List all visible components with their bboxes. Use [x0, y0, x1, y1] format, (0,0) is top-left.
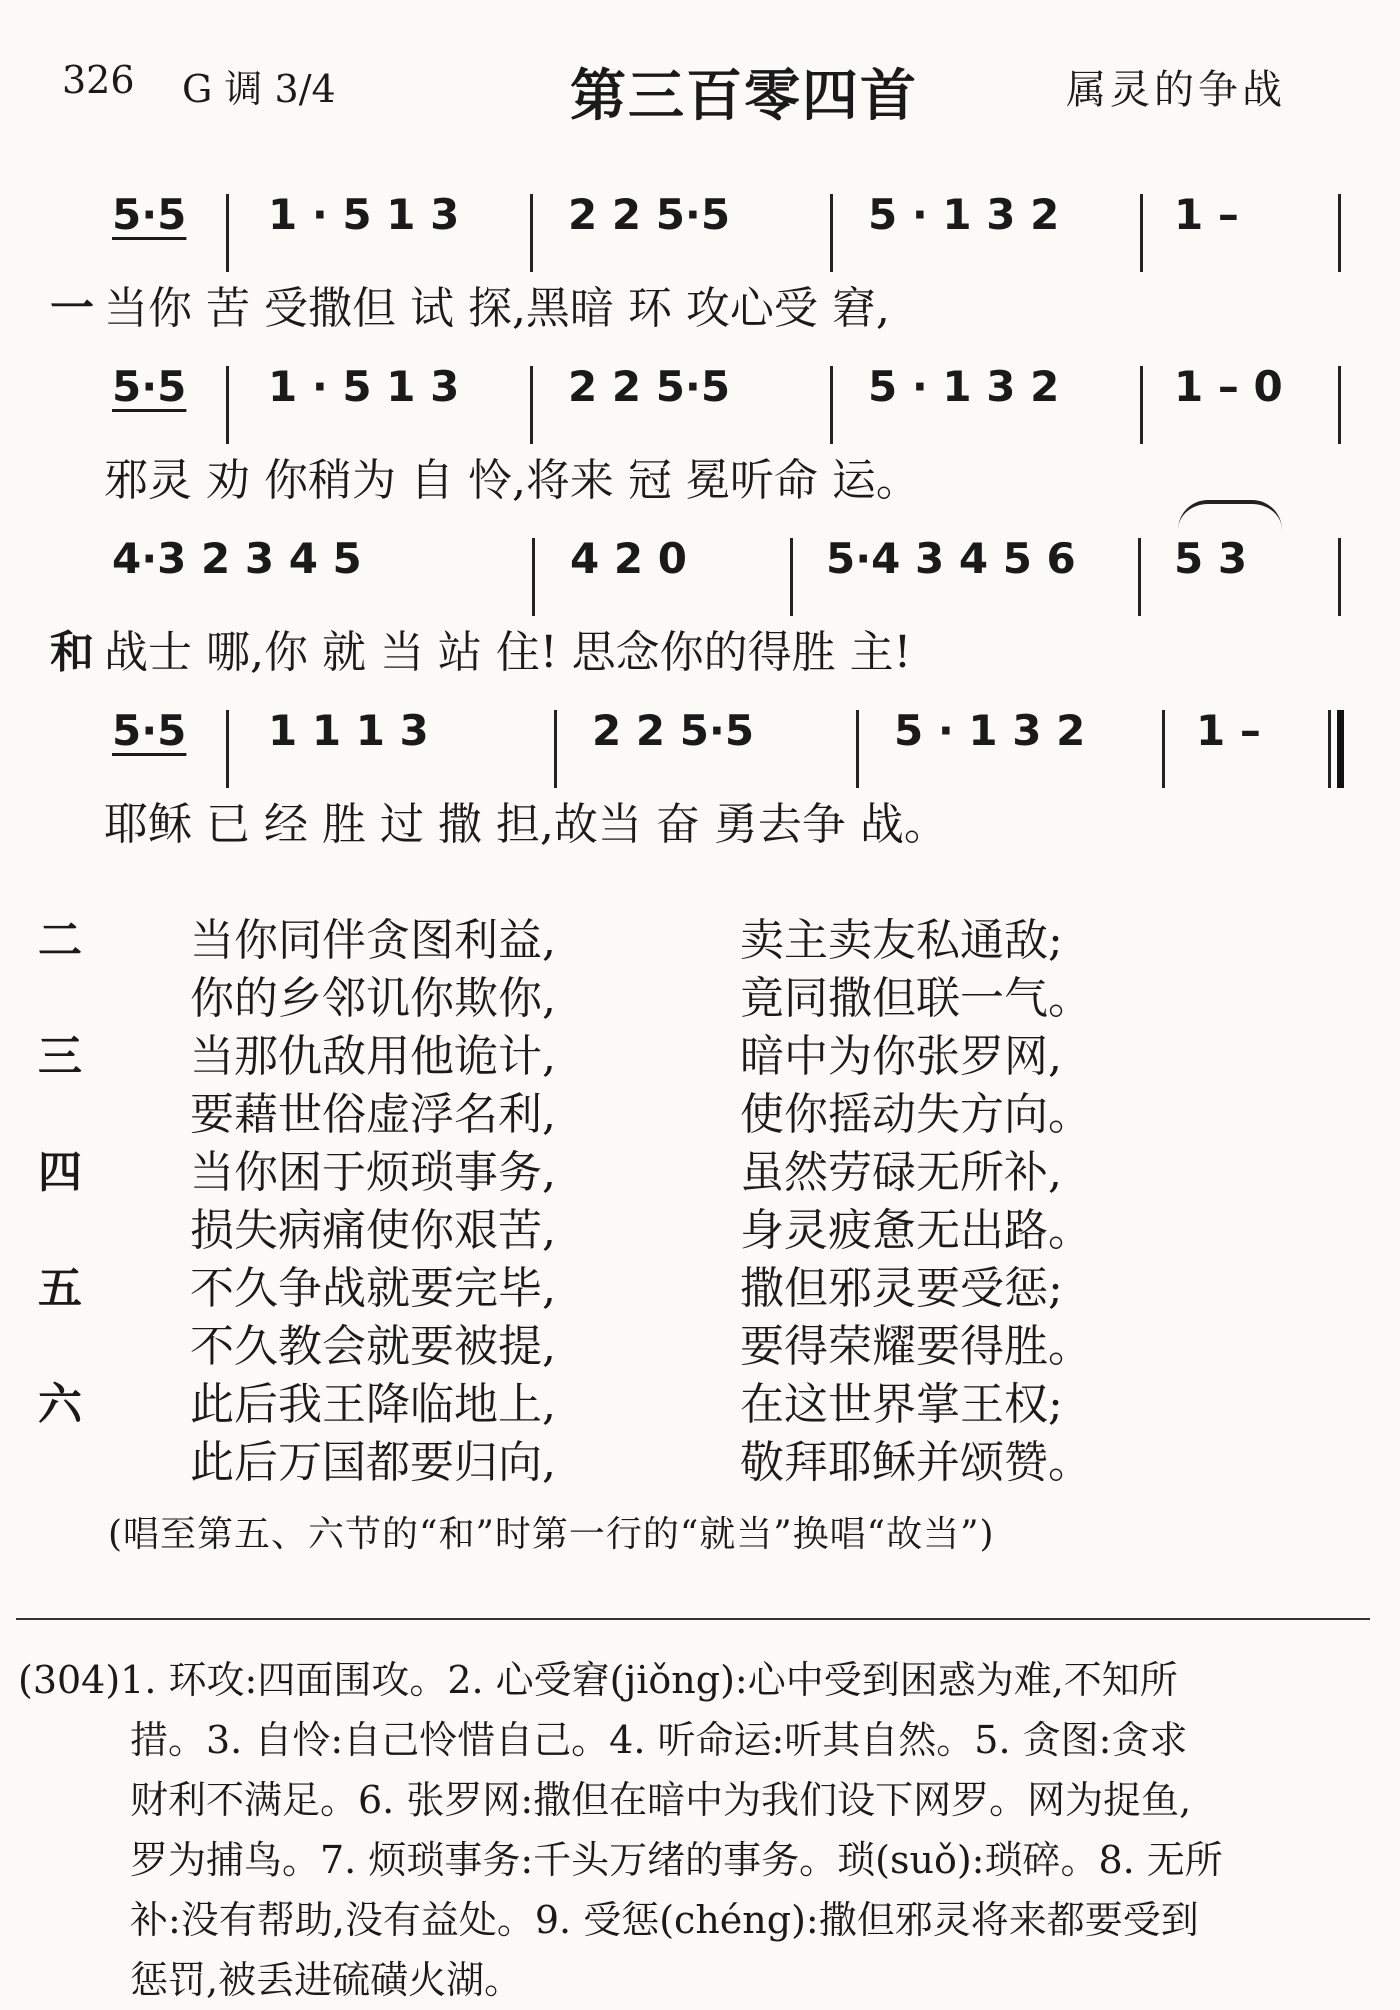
page-header	[0, 52, 1400, 129]
lyric-line	[0, 444, 1400, 504]
notation-row	[0, 362, 1400, 442]
measure: 1 –	[1196, 706, 1261, 755]
measure: 5·5	[112, 706, 187, 755]
measure: 4 2 0	[570, 534, 687, 583]
notation-row	[0, 190, 1400, 270]
verse-line	[0, 1426, 1400, 1488]
measure: 1 · 5 1 3	[268, 190, 460, 239]
bar-line	[1338, 366, 1341, 444]
footnote-line: 措。3. 自怜:自己怜惜自己。4. 听命运:听其自然。5. 贪图:贪求	[130, 1718, 1188, 1762]
measure: 1 1 1 3	[268, 706, 429, 755]
footnote-line: (304)1. 环攻:四面围攻。2. 心受窘(jiǒng):心中受到困惑为难,不知所	[18, 1658, 1178, 1702]
bar-line	[790, 538, 793, 616]
bar-line	[532, 538, 535, 616]
verse-marker: 五	[38, 1263, 82, 1314]
page-title: 第三百零四首	[570, 64, 918, 129]
verse-marker: 三	[38, 1031, 82, 1082]
bar-line	[226, 710, 229, 788]
verse-text-left: 当你困于烦琐事务,	[190, 1147, 556, 1198]
measure: 5·5	[112, 362, 187, 411]
measure: 2 2 5·5	[568, 190, 731, 239]
verse-text-right: 身灵疲惫无出路。	[740, 1205, 1092, 1256]
notation-row	[0, 534, 1400, 614]
lyric-text: 邪灵 劝 你稍为 自 怜,将来 冠 冕听命 运。	[104, 455, 920, 506]
verse-marker: 和	[50, 627, 94, 678]
verse-text-right: 敬拜耶稣并颂赞。	[740, 1437, 1092, 1488]
verse-line	[0, 1252, 1400, 1314]
bar-line	[1140, 194, 1143, 272]
verse-text-left: 不久争战就要完毕,	[190, 1263, 556, 1314]
footnote-line: 惩罚,被丢进硫磺火湖。	[130, 1958, 523, 2002]
singing-instruction: (唱至第五、六节的“和”时第一行的“就当”换唱“故当”)	[108, 1514, 995, 1555]
verse-marker: 四	[38, 1147, 82, 1198]
footnote-line: 财利不满足。6. 张罗网:撒但在暗中为我们设下网罗。网为捉鱼,	[130, 1778, 1192, 1822]
verse-text-right: 卖主卖友私通敌;	[740, 915, 1063, 966]
hymn-number: 326	[62, 58, 135, 102]
lyric-line	[0, 788, 1400, 848]
lyric-line	[0, 272, 1400, 332]
verse-text-right: 使你摇动失方向。	[740, 1089, 1092, 1140]
verse-text-left: 当你同伴贪图利益,	[190, 915, 556, 966]
bar-line	[830, 194, 833, 272]
measure: 1 –	[1174, 190, 1239, 239]
bar-line	[530, 366, 533, 444]
verse-line	[0, 1078, 1400, 1140]
measure: 5·5	[112, 190, 187, 239]
bar-line	[830, 366, 833, 444]
lyric-text: 当你 苦 受撒但 试 探,黑暗 环 攻心受 窘,	[104, 283, 890, 334]
measure: 4·3 2 3 4 5	[112, 534, 362, 583]
verse-text-left: 不久教会就要被提,	[190, 1321, 556, 1372]
measure: 2 2 5·5	[568, 362, 731, 411]
final-bar-line	[1328, 710, 1331, 788]
bar-line	[226, 194, 229, 272]
footnotes	[18, 1650, 1370, 2010]
score-line-1	[0, 190, 1400, 350]
verse-line	[0, 1136, 1400, 1198]
verse-text-right: 虽然劳碌无所补,	[740, 1147, 1062, 1198]
verse-line	[0, 1194, 1400, 1256]
verse-text-left: 要藉世俗虚浮名利,	[190, 1089, 556, 1140]
divider	[16, 1618, 1370, 1620]
score-line-3	[0, 534, 1400, 694]
verse-text-right: 要得荣耀要得胜。	[740, 1321, 1092, 1372]
measure: 5 · 1 3 2	[868, 362, 1060, 411]
verse-text-left: 当那仇敌用他诡计,	[190, 1031, 556, 1082]
verse-line	[0, 1020, 1400, 1082]
verse-text-left: 此后我王降临地上,	[190, 1379, 556, 1430]
verse-marker: 六	[38, 1379, 82, 1430]
verse-text-right: 在这世界掌王权;	[740, 1379, 1063, 1430]
lyric-text: 耶稣 已 经 胜 过 撒 担,故当 奋 勇去争 战。	[104, 799, 948, 850]
bar-line	[530, 194, 533, 272]
lyric-text: 战士 哪,你 就 当 站 住! 思念你的得胜 主!	[104, 627, 912, 678]
hymn-subtitle: 属灵的争战	[1066, 67, 1286, 113]
bar-line	[1162, 710, 1165, 788]
measure: 5 · 1 3 2	[868, 190, 1060, 239]
verse-text-right: 暗中为你张罗网,	[740, 1031, 1062, 1082]
verse-text-left: 损失病痛使你艰苦,	[190, 1205, 556, 1256]
verse-line	[0, 1310, 1400, 1372]
tie-mark	[1178, 500, 1282, 530]
footnote-line: 罗为捕鸟。7. 烦琐事务:千头万绪的事务。琐(suǒ):琐碎。8. 无所	[130, 1838, 1223, 1882]
key-signature: G 调 3/4	[182, 67, 336, 111]
measure: 1 – 0	[1174, 362, 1283, 411]
bar-line	[1138, 538, 1141, 616]
measure: 5·4 3 4 5 6	[826, 534, 1076, 583]
verse-text-left: 你的乡邻讥你欺你,	[190, 973, 556, 1024]
measure: 2 2 5·5	[592, 706, 755, 755]
measure: 1 · 5 1 3	[268, 362, 460, 411]
verse-text-right: 竟同撒但联一气。	[740, 973, 1092, 1024]
verse-marker: 一	[50, 283, 94, 334]
verse-text-right: 撒但邪灵要受惩;	[740, 1263, 1063, 1314]
measure: 5 · 1 3 2	[894, 706, 1086, 755]
verse-line	[0, 962, 1400, 1024]
bar-line	[226, 366, 229, 444]
bar-line	[856, 710, 859, 788]
footnote-line: 补:没有帮助,没有益处。9. 受惩(chéng):撒但邪灵将来都要受到	[130, 1898, 1199, 1942]
bar-line	[1140, 366, 1143, 444]
bar-line	[554, 710, 557, 788]
verse-text-left: 此后万国都要归向,	[190, 1437, 556, 1488]
score-line-4	[0, 706, 1400, 866]
verse-line	[0, 904, 1400, 966]
measure: 5 3	[1174, 534, 1248, 583]
score-line-2	[0, 362, 1400, 522]
notation-row	[0, 706, 1400, 786]
lyric-line	[0, 616, 1400, 676]
verse-line	[0, 1368, 1400, 1430]
verse-marker: 二	[38, 915, 82, 966]
bar-line	[1338, 194, 1341, 272]
bar-line	[1338, 538, 1341, 616]
